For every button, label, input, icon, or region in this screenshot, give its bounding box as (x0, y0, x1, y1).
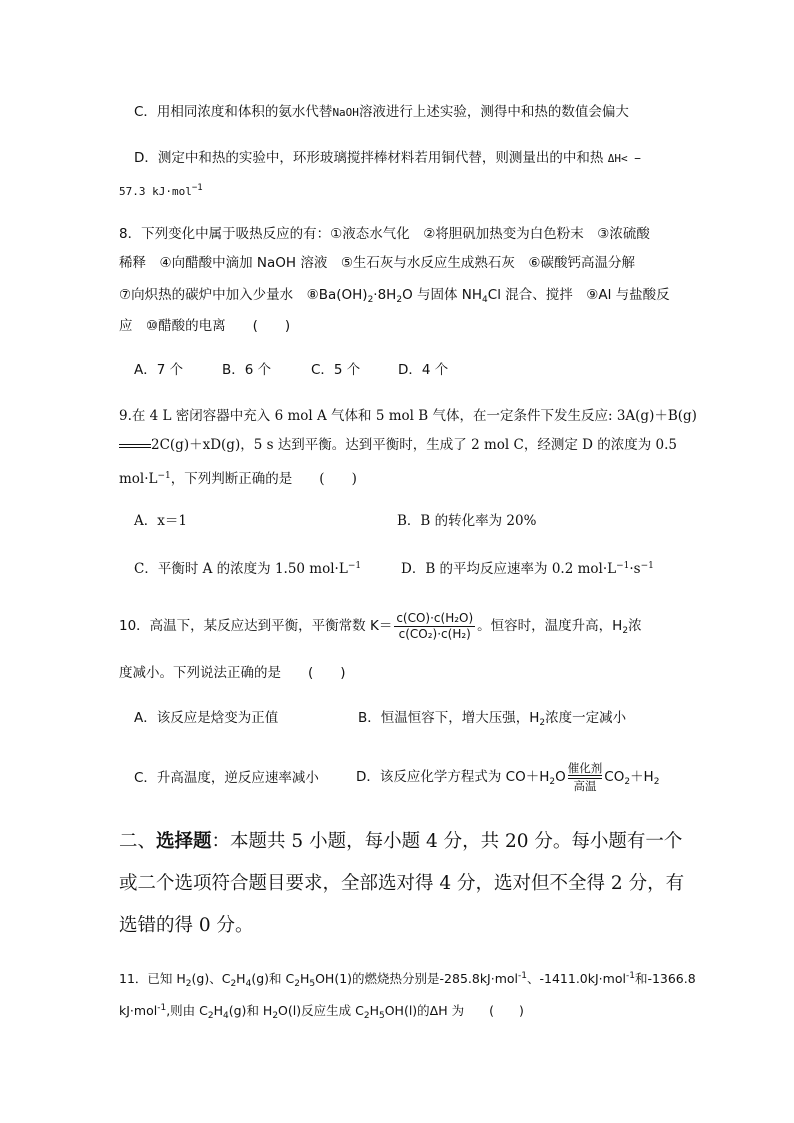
reversible-catalyst-arrow (568, 761, 603, 793)
q9-option-c-text: C．平衡时 A 的浓度为 1.50 mol·L (134, 561, 348, 577)
q8-sub2: 2 (396, 295, 403, 305)
q11-p1: -1 (518, 971, 527, 981)
q7-option-d-dh: ΔH< − (607, 152, 641, 165)
q10-option-d (356, 759, 659, 800)
q9-line3-unit: mol·L (119, 471, 158, 487)
q8-line4: 应 ⑩醋酸的电离 ( ) (119, 318, 291, 334)
q10-option-d-sub: 2 (549, 777, 556, 787)
q11-s8: 2 (272, 1011, 279, 1021)
q9-option-c (134, 556, 361, 579)
q10-lead: 10．高温下，某反应达到平衡，平衡常数 K＝ (119, 618, 393, 634)
q10-option-c: C．升高温度，逆反应速率减小 (134, 770, 319, 786)
q11-c: H (236, 971, 246, 986)
q7-option-c-tail: 溶液进行上述实验，测得中和热的数值会偏大 (358, 104, 629, 120)
q11-line2f: H (369, 1003, 379, 1018)
q8-line2: 稀释 ④向醋酸中滴加 NaOH 溶液 ⑤生石灰与水反应生成熟石灰 ⑥碳酸钙高温分解 (119, 255, 636, 271)
double-arrow-icon (568, 775, 603, 779)
q9-line3-tail: ，下列判断正确的是 ( ) (170, 471, 357, 487)
q8-line3c: O 与固体 NH (402, 287, 483, 303)
q11-h: 和-1366.8 (634, 971, 696, 986)
q8-option-b: B．6 个 (222, 362, 272, 378)
q11-line2g: OH(l)的ΔH 为 ( ) (384, 1003, 524, 1018)
q8-option-a: A．7 个 (134, 362, 184, 378)
q10-option-b-tail: 浓度一定减小 (545, 710, 627, 726)
q9-option-d (401, 556, 654, 579)
section2-title: 选择题 (156, 831, 212, 852)
q11-line2a: kJ·mol (119, 1003, 158, 1018)
q11-g: 、-1411.0kJ·mol (527, 971, 626, 986)
q8-line3a: ⑦向炽热的碳炉中加入少量水 ⑧Ba(OH) (119, 287, 368, 303)
section2-number: 二、 (119, 831, 157, 852)
q10-option-d-prod-tail: ＋H (630, 769, 654, 785)
q11-line2d: (g)和 H (228, 1003, 273, 1018)
condition-label: 高温 (573, 779, 597, 793)
q11-s6: 2 (207, 1011, 214, 1021)
q9-option-b: B．B 的转化率为 20% (397, 513, 537, 529)
section2-line2: 或二个选项符合题目要求，全部选对得 4 分，选对但不全得 2 分，有 (119, 873, 685, 894)
q9-option-c-sup: −1 (347, 561, 362, 571)
q10-option-d-prod: CO (604, 769, 625, 785)
q11-b: (g)、C (191, 971, 231, 986)
q11-s4: 2 (294, 979, 300, 989)
q11-a: 11．已知 H (119, 971, 186, 986)
q11-s1: 2 (185, 979, 192, 989)
q11-s2: 2 (230, 979, 237, 989)
q10-option-a: A．该反应是焓变为正值 (134, 710, 279, 726)
q11-d: (g)和 C (251, 971, 295, 986)
q7-option-c-naoh: NaOH (332, 106, 359, 119)
q9-option-d-mid: ·s (629, 561, 641, 577)
q11-s10: 5 (378, 1011, 385, 1021)
q11-s3: 4 (245, 979, 252, 989)
q10-line2: 度减小。下列说法正确的是 ( ) (119, 665, 346, 681)
q8-line3d: Cl 混合、搅拌 ⑨Al 与盐酸反 (487, 287, 670, 303)
q9-option-d-text: D．B 的平均反应速率为 0.2 mol·L (401, 561, 617, 577)
q11-f: OH(1)的燃烧热分别是-285.8kJ·mol (315, 971, 519, 986)
catalyst-label: 催化剂 (567, 761, 603, 775)
q9-line2-text: 2C(g)＋xD(g)，5 s 达到平衡。达到平衡时，生成了 2 mol C，经测定 D 的浓度为 0.5 (151, 437, 678, 453)
q7-option-c-text: C．用相同浓度和体积的氨水代替 (134, 104, 333, 120)
q10-line1 (119, 608, 642, 649)
q8-line3b: ·8H (373, 287, 397, 303)
q10-option-d-prod-sub: 2 (624, 777, 631, 787)
q11-e: H (299, 971, 310, 986)
q11-line2 (119, 998, 524, 1026)
q9-option-d-sup2: −1 (640, 561, 654, 571)
q8-line1: 8．下列变化中属于吸热反应的有：①液态水气化 ②将胆矾加热变为白色粉末 ③浓硫酸 (119, 226, 650, 242)
q7-option-c (134, 102, 629, 123)
q9-option-a: A．x＝1 (134, 513, 187, 529)
q11-s5: 5 (309, 979, 316, 989)
q10-option-b (358, 708, 626, 733)
q11-p2: -1 (625, 971, 635, 981)
q11-line1 (119, 966, 696, 994)
equilibrium-constant-fraction (394, 611, 475, 642)
section2-line1 (119, 828, 682, 856)
q7-option-d-line2 (119, 178, 203, 202)
q8-option-c: C．5 个 (311, 362, 361, 378)
q8-option-d: D．4 个 (398, 362, 449, 378)
q9-option-d-sup1: −1 (616, 561, 630, 571)
q8-sub1: 2 (367, 295, 374, 305)
q10-option-d-text: D．该反应化学方程式为 CO＋H (356, 769, 550, 785)
q10-option-d-mid: O (555, 769, 566, 785)
q11-line2c: H (213, 1003, 224, 1018)
q7-option-d-line1 (134, 148, 641, 169)
q11-line2b: ,则由 C (166, 1003, 208, 1018)
section2-line3: 选错的得 0 分。 (119, 915, 254, 936)
q10-tail-sub: 2 (622, 626, 629, 636)
q9-line3-sup: −1 (157, 471, 171, 481)
q9-line2 (119, 435, 677, 455)
q8-line3 (119, 285, 670, 310)
section2-desc: ：本题共 5 小题，每小题 4 分，共 20 分。每小题有一个 (211, 831, 683, 852)
q11-s7: 4 (223, 1011, 229, 1021)
q11-p3: -1 (157, 1003, 167, 1013)
q7-option-d-value: 57.3 kJ·mol (119, 185, 192, 198)
fraction-denominator: c(CO₂)·c(H₂) (398, 626, 471, 641)
q9-line3 (119, 466, 357, 489)
fraction-numerator: c(CO)·c(H₂O) (396, 610, 474, 625)
q10-tail: 。恒容时，温度升高，H (477, 618, 623, 634)
q10-option-d-prod-sub2: 2 (653, 777, 660, 787)
q7-option-d-sup: −1 (191, 183, 203, 193)
q8-sub3: 4 (482, 295, 488, 305)
q10-tail2: 浓 (628, 618, 642, 634)
q7-option-d-text: D．测定中和热的实验中，环形玻璃搅拌棒材料若用铜代替，则测量出的中和热 (134, 150, 604, 166)
q11-s9: 2 (363, 1011, 370, 1021)
q11-line2e: O(l)反应生成 C (278, 1003, 364, 1018)
q10-option-b-text: B．恒温恒容下，增大压强，H (358, 710, 540, 726)
q9-line1: 9.在 4 L 密闭容器中充入 6 mol A 气体和 5 mol B 气体，在一定条件下发生反应: 3A(g)＋B(g) (119, 408, 697, 424)
q10-option-b-sub: 2 (539, 718, 546, 728)
equilibrium-arrow-icon (119, 442, 151, 450)
